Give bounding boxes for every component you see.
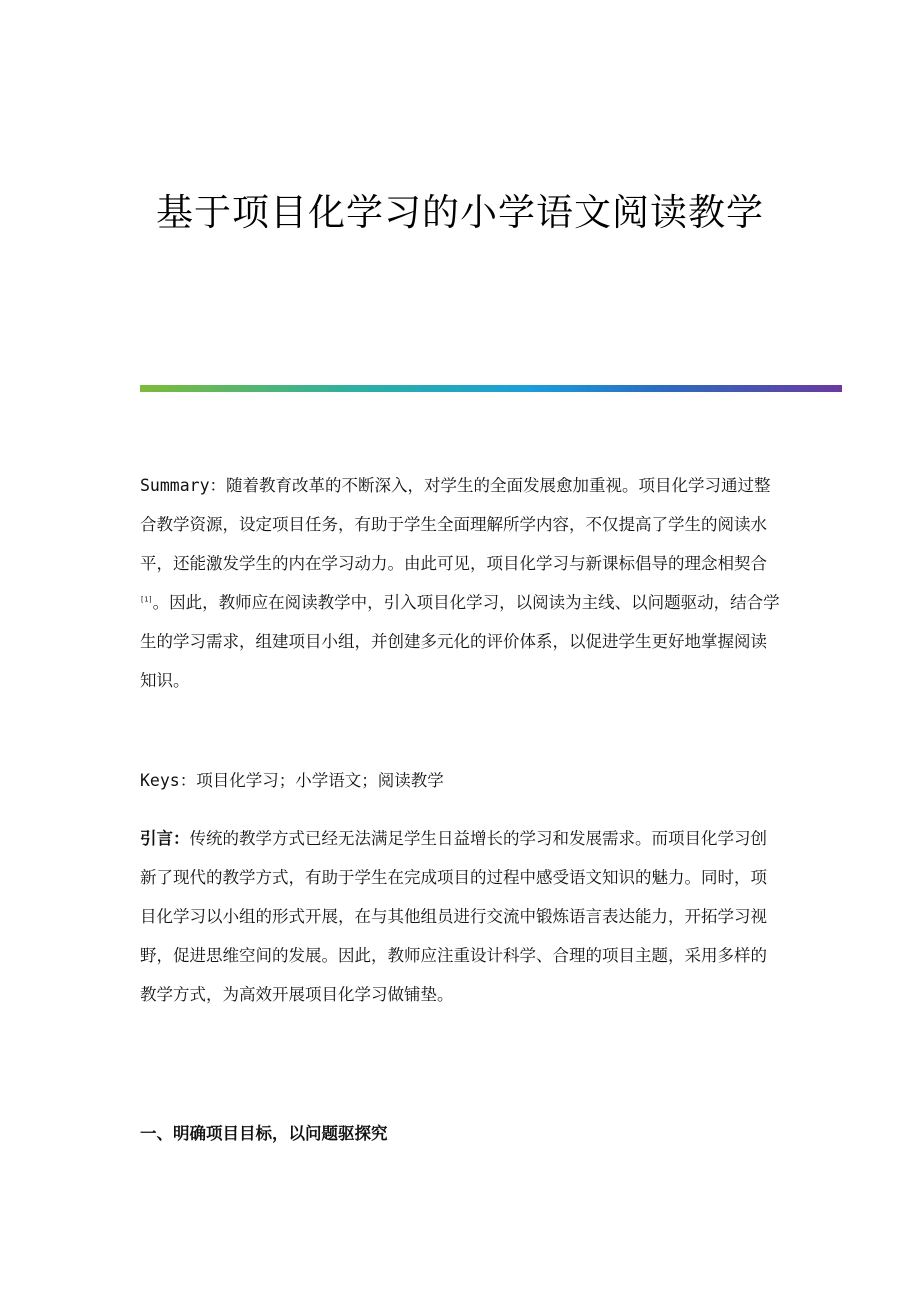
gradient-divider [140, 385, 842, 392]
summary-paragraph [140, 466, 780, 700]
keywords-paragraph [140, 761, 780, 800]
keys-text: 项目化学习；小学语文；阅读教学 [196, 771, 444, 790]
summary-label: Summary： [140, 476, 227, 495]
summary-text: 随着教育改革的不断深入，对学生的全面发展愈加重视。项目化学习通过整合教学资源，设定项目任务，有助于学生全面理解所学内容，不仅提高了学生的阅读水平，还能激发学生的内在学习动力。由此可见，项目化学习与新课标倡导的理念相契合 [140, 476, 771, 573]
intro-paragraph [140, 819, 780, 1014]
summary-text-continued: 。因此，教师应在阅读教学中，引入项目化学习，以阅读为主线、以问题驱动，结合学生的学习需求，组建项目小组，并创建多元化的评价体系，以促进学生更好地掌握阅读知识。 [140, 593, 780, 690]
keys-label: Keys： [140, 771, 197, 790]
intro-label: 引言： [140, 829, 190, 848]
intro-text: 传统的教学方式已经无法满足学生日益增长的学习和发展需求。而项目化学习创新了现代的教学方式，有助于学生在完成项目的过程中感受语文知识的魅力。同时，项目化学习以小组的形式开展，在与其他组员进行交流中锻炼语言表达能力，开拓学习视野，促进思维空间的发展。因此，教师应注重设计科学、合理的项目主题，采用多样的教学方式，为高效开展项目化学习做铺垫。 [140, 829, 767, 1004]
document-title: 基于项目化学习的小学语文阅读教学 [156, 191, 764, 234]
section-heading: 一、明确项目目标，以问题驱探究 [140, 1124, 388, 1143]
citation-ref[interactable]: [1] [140, 595, 153, 604]
